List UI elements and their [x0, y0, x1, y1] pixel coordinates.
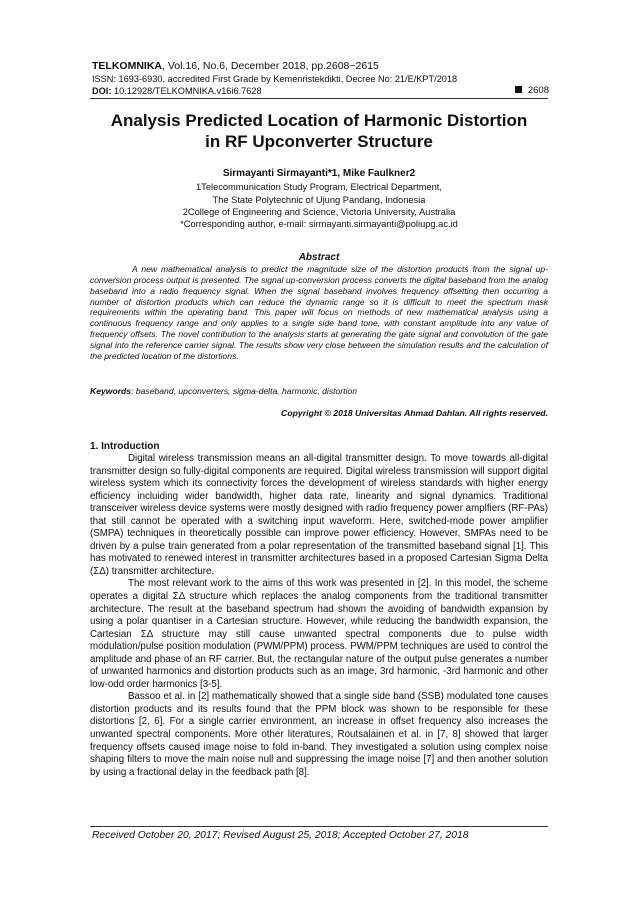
header-rule: [90, 98, 548, 99]
doi-label: DOI:: [92, 86, 112, 96]
keywords-label: Keywords: [90, 386, 132, 396]
affiliation-1b: The State Polytechnic of Ujung Pandang, Indonesia: [212, 194, 426, 205]
journal-header: [92, 60, 549, 98]
title-line-1: Analysis Predicted Location of Harmonic Distortion: [110, 111, 528, 130]
accreditation: , accredited First Grade by Kemenristekdikti, Decree No: 21/E/KPT/2018: [162, 73, 458, 84]
corresponding-author: *Corresponding author, e-mail: sirmayanti.sirmayanti@poliupg.ac.id: [180, 219, 458, 230]
paragraph: Digital wireless transmission means an all-digital transmitter design. To move towards all-digital transmitter design so fully-digital components are required. Digital wireless transmission will support digital wireless system which its connectivity forces the development of wireless standards with higher energy efficiency incluiding wider bandwidth, higher data rate, linearity and signal dynamics. Traditional transceiver wireless device systems were mostly designed with radio frequency power amplfiers (RF-PAs) that still cannot be operated with a switching input waveform. Here, switched-mode power amplifier (SMPA) techniques in theoretically possible can improve power efficiency. However, SMPAs need to be driven by a pulse train generated from a polar representation of the transmitted baseband signal [1]. This has motivated to renewed interest in transmitter architectures based in a proposed Cartesian Sigma Delta (ΣΔ) transmitter architecture.: [90, 453, 548, 577]
page-number-text: 2608: [527, 85, 549, 96]
paragraph: Bassoo et al. in [2] mathematically showed that a single side band (SSB) modulated tone causes distortion products and its results found that the PPM block was shown to be responsible for these distortions [2, 6]. For a single carrier environment, an increase in offset frequency also increases the unwanted spectral components. More other literatures, Routsalainen et al. in [7, 8] showed that larger frequency offsets caused image noise to fold in-band. They investigated a solution using complex noise shaping filters to move the main noise null and suppressing the image noise [7] and then another solution by using a fractional delay in the feedback path [8].: [90, 691, 548, 778]
affiliation-1: 1Telecommunication Study Program, Electrical Department,: [196, 182, 442, 193]
author-names: Sirmayanti Sirmayanti*1, Mike Faulkner2: [222, 168, 416, 179]
issn-line: [92, 73, 549, 86]
received-dates: Received October 20, 2017; Revised August 25, 2018; Accepted October 27, 2018: [92, 830, 469, 841]
keywords: [90, 386, 548, 396]
doi: 10.12928/TELKOMNIKA.v16i6.7628: [111, 86, 262, 96]
title-line-2: in RF Upconverter Structure: [205, 132, 433, 151]
copyright-notice: Copyright © 2018 Universitas Ahmad Dahlan. All rights reserved.: [281, 408, 548, 418]
abstract-heading: Abstract: [298, 252, 340, 263]
affiliation-2: 2College of Engineering and Science, Victoria University, Australia: [182, 206, 456, 217]
body-text: [90, 453, 548, 779]
issn: ISSN: 1693-6930: [92, 73, 163, 84]
paper-title: [90, 110, 548, 152]
journal-line: [92, 60, 549, 73]
keywords-list: : baseband, upconverters, sigma-delta, harmonic, distortion: [131, 386, 358, 396]
page-number: [515, 85, 549, 98]
journal-name: TELKOMNIKA: [92, 60, 162, 72]
abstract-text: A new mathematical analysis to predict the magnitude size of the distortion products from the signal up-conversion process output is presented. The signal up-conversion process converts the digital baseband from the analog baseband into a radio frequency signal. When the signal baseband involves frequency offsetting then occurring a number of distortion products which can reduce the dynamic range so it is difficult to meet the spectrum mask requirements within the operating band. This paper will focus on methods of new mathematical analysis using a continuous frequency range and only applies to a single side band tone, with constant amplitude into any value of frequency offsets. The novel contribution to the analysis starts at generating the gate signal and convolution of the gate signal into the reference carrier signal. The results show very close between the simulation results and the calculation of the predicted location of the distortions.: [90, 264, 548, 361]
footer-rule: [90, 826, 548, 827]
volume-info: , Vol.16, No.6, December 2018, pp.2608~2615: [162, 60, 379, 72]
author-block: [90, 168, 548, 230]
section-heading: 1. Introduction: [90, 441, 160, 452]
doi-line: [92, 85, 549, 98]
paragraph: The most relevant work to the aims of this work was presented in [2]. In this model, the scheme operates a digital ΣΔ structure which replaces the analog components from the traditional transmitter architecture. The result at the baseband spectrum had shown the avoiding of bandwidth expansion by using a polar quantiser in a Cartesian structure. However, while reducing the bandwidth expansion, the Cartesian ΣΔ structure may still cause unwanted spectral components due to pulse width modulation/pulse position modulation (PWM/PPM) process. PWM/PPM techniques are used to control the amplitude and phase of an RF carrier. But, the rectangular nature of the output pulse generates a number of unwanted harmonics and distortion products such as an image, 3rd harmonic, -3rd harmonic and other low-odd order harmonics [3-5].: [90, 578, 548, 690]
square-bullet-icon: [515, 86, 522, 93]
